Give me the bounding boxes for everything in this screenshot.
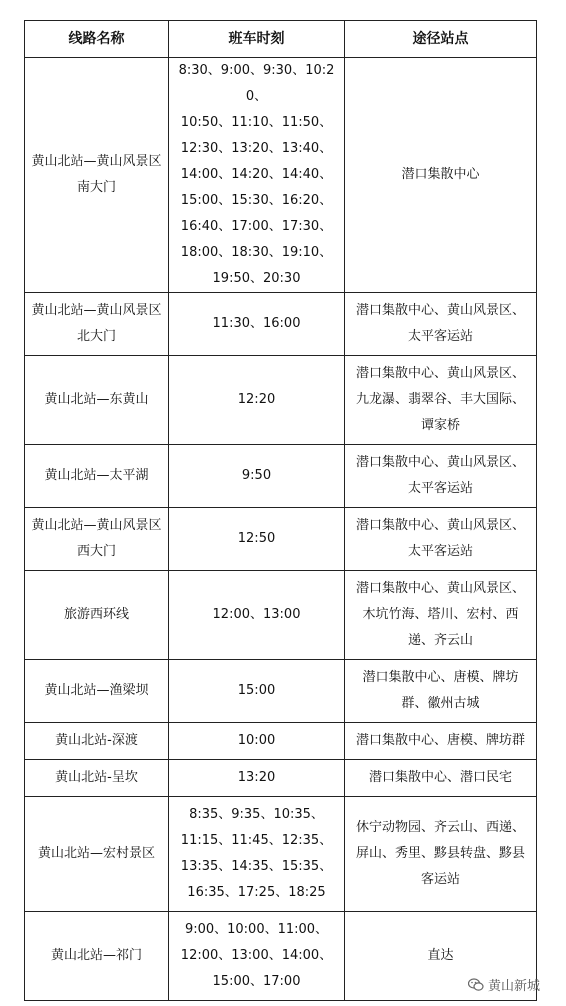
via-stops: 潜口集散中心、唐模、牌坊群 xyxy=(345,723,537,760)
departure-times: 12:50 xyxy=(169,508,345,571)
route-name: 黄山北站—黄山风景区 北大门 xyxy=(25,293,169,356)
header-route: 线路名称 xyxy=(25,21,169,58)
bus-schedule-table xyxy=(24,20,537,1001)
watermark-text: 黄山新城 xyxy=(487,979,540,994)
departure-times: 11:30、16:00 xyxy=(169,293,345,356)
route-name: 黄山北站—黄山风景区 南大门 xyxy=(25,58,169,293)
header-times: 班车时刻 xyxy=(169,21,345,58)
route-name: 黄山北站—东黄山 xyxy=(25,356,169,445)
route-name: 黄山北站—宏村景区 xyxy=(25,797,169,912)
departure-times: 9:00、10:00、11:00、 12:00、13:00、14:00、 15:00、17:00 xyxy=(169,912,345,1001)
wechat-icon xyxy=(468,978,484,992)
departure-times: 12:20 xyxy=(169,356,345,445)
table-row xyxy=(25,356,537,445)
departure-times: 15:00 xyxy=(169,660,345,723)
table-row xyxy=(25,293,537,356)
table-row xyxy=(25,445,537,508)
route-name: 黄山北站—渔梁坝 xyxy=(25,660,169,723)
departure-times: 8:35、9:35、10:35、 11:15、11:45、12:35、 13:35、14:35、15:35、 16:35、17:25、18:25 xyxy=(169,797,345,912)
header-row xyxy=(25,21,537,58)
route-name: 黄山北站—黄山风景区 西大门 xyxy=(25,508,169,571)
via-stops: 潜口集散中心、唐模、牌坊 群、徽州古城 xyxy=(345,660,537,723)
via-stops: 潜口集散中心、黄山风景区、 九龙瀑、翡翠谷、丰大国际、 谭家桥 xyxy=(345,356,537,445)
via-stops: 潜口集散中心 xyxy=(345,58,537,293)
watermark xyxy=(468,975,540,994)
route-name: 黄山北站-呈坎 xyxy=(25,760,169,797)
departure-times: 9:50 xyxy=(169,445,345,508)
table-row xyxy=(25,912,537,1001)
departure-times: 12:00、13:00 xyxy=(169,571,345,660)
route-name: 黄山北站—祁门 xyxy=(25,912,169,1001)
via-stops: 潜口集散中心、黄山风景区、 太平客运站 xyxy=(345,508,537,571)
via-stops: 潜口集散中心、黄山风景区、 太平客运站 xyxy=(345,293,537,356)
header-stops: 途径站点 xyxy=(345,21,537,58)
table-row xyxy=(25,58,537,293)
table-row xyxy=(25,797,537,912)
departure-times: 10:00 xyxy=(169,723,345,760)
via-stops: 潜口集散中心、黄山风景区、 木坑竹海、塔川、宏村、西 递、齐云山 xyxy=(345,571,537,660)
via-stops: 潜口集散中心、潜口民宅 xyxy=(345,760,537,797)
table-row xyxy=(25,723,537,760)
table-row xyxy=(25,660,537,723)
via-stops: 潜口集散中心、黄山风景区、 太平客运站 xyxy=(345,445,537,508)
table-row xyxy=(25,760,537,797)
via-stops: 直达 xyxy=(345,912,537,1001)
departure-times: 8:30、9:00、9:30、10:20、 10:50、11:10、11:50、 12:30、13:20、13:40、 14:00、14:20、14:40、 15:00、15:30、16:20、 16:40、17:00、17:30、 18:00、18:30、19:10、 19:50、20:30 xyxy=(169,58,345,293)
via-stops: 休宁动物园、齐云山、西递、 屏山、秀里、黟县转盘、黟县 客运站 xyxy=(345,797,537,912)
departure-times: 13:20 xyxy=(169,760,345,797)
table-row xyxy=(25,508,537,571)
route-name: 旅游西环线 xyxy=(25,571,169,660)
table-row xyxy=(25,571,537,660)
route-name: 黄山北站—太平湖 xyxy=(25,445,169,508)
route-name: 黄山北站-深渡 xyxy=(25,723,169,760)
